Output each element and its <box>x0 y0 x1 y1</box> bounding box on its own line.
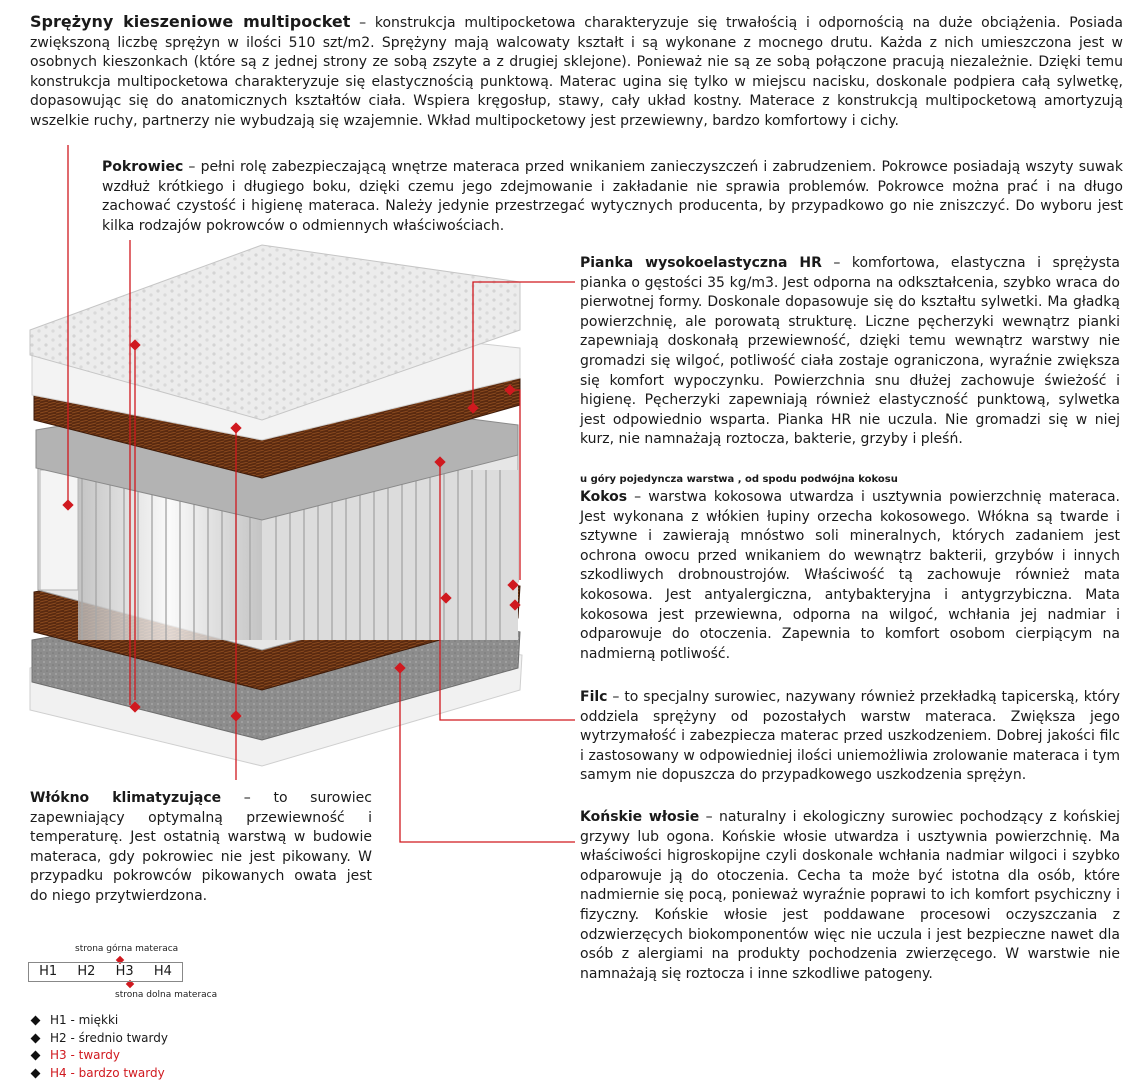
konskie-description: Końskie włosie – naturalny i ekologiczny surowiec pochodzący z końskiej grzywy lub ogona. Końskie włosie utwardza i usztywnia powierzchnię. Ma właściwości higroskopijne czyli doskonale wchłania nadmiar wilgoci i szybko odparowuje ją do otoczenia. Cecha ta może być istotna dla osób, które nadmiernie się pocą, ponieważ wyraźnie poprawi to ich komfort psychiczny i fizyczny. Końskie włosie jest poddawane procesowi oczyszczania z odzwierzęcych biokomponentów więc nie uczula i jest bezpieczne nawet dla osób z alergiami na produkty pochodzenia zwierzęcego. W warstwie nie namnażają się roztocza i inne szkodliwe patogeny. <box>580 808 1120 984</box>
scale-top-label: strona górna materaca <box>75 944 178 954</box>
legend-item-h4: H4 - bardzo twardy <box>30 1065 168 1082</box>
pianka-description: Pianka wysokoelastyczna HR – komfortowa, elastyczna i sprężysta pianka o gęstości 35 kg/m3. Jest odporna na odkształcenia, szybko wraca do pierwotnej formy. Doskonale dopasowuje się do kształtu sylwetki. Ma gładką powierzchnię, ale porowatą strukturę. Liczne pęcherzyki wewnątrz pianki zapewniają doskonałą przewiewność, dzięki temu wewnątrz warstwy nie gromadzi się wilgoć, potliwość ciała zostaje ograniczona, wyraźnie zwiększa się komfort wypoczynku. Powierzchnia snu dłużej zachowuje świeżość i higienę. Pęcherzyki zapewniają również elastyczność punktową, sylwetka jest odpowiednio wsparta. Pianka HR nie uczula. Nie gromadzi się w niej kurz, nie namnażają roztocza, bakterie, grzyby i pleśń. <box>580 254 1120 450</box>
scale-cell-h2: H2 <box>67 963 105 981</box>
legend-item-h2: H2 - średnio twardy <box>30 1030 168 1048</box>
scale-cell-h3: H3 <box>106 963 144 981</box>
kokos-description: Kokos – warstwa kokosowa utwardza i usztywnia powierzchnię materaca. Jest wykonana z włókien łupiny orzecha kokosowego. Włókna są twarde i sztywne i zawierają mnóstwo soli mineralnych, których zadaniem jest ochrona owocu przed wnikaniem do wewnątrz bakterii, grzybów i innych szkodliwych drobnoustrojów. Właściwość tą zachowuje również mata kokosowa. Jest antyalergiczna, antybakteryjna i antygrzybiczna. Mata kokosowa jest przewiewna, odporna na wilgoć, wchłania jej nadmiar i odparowuje do otoczenia. Zapewnia to komfort osobom cierpiącym na nadmierną potliwość. <box>580 488 1120 664</box>
hardness-legend <box>30 1012 168 1082</box>
multipocket-description: Sprężyny kieszeniowe multipocket – konstrukcja multipocketowa charakteryzuje się trwałością i odpornością na duże obciążenia. Posiada zwiększoną liczbę sprężyn w ilości 510 szt/m2. Sprężyny mają walcowaty kształt i są wykonane z mocnego drutu. Każda z nich umieszczona jest w osobnych kieszonkach (które są z jednej strony ze sobą zszyte a z drugiej sklejone). Ponieważ nie są ze sobą połączone pracują niezależnie. Dzięki temu konstrukcja multipocketowa charakteryzuje się elastycznością punktową. Materac ugina się tylko w miejscu nacisku, doskonale podpiera całą sylwetkę, dopasowując się do anatomicznych kształtów ciała. Wspiera kręgosłup, stawy, cały układ kostny. Materace z konstrukcją multipocketową amortyzują wszelkie ruchy, partnerzy nie wybudzają się wzajemnie. Wkład multipocketowy jest przewiewny, bardzo komfortowy i cichy. <box>30 12 1123 132</box>
scale-cell-h4: H4 <box>144 963 182 981</box>
multipocket-title: Sprężyny kieszeniowe multipocket <box>30 12 350 31</box>
scale-cell-h1: H1 <box>29 963 67 981</box>
pokrowiec-description: Pokrowiec – pełni rolę zabezpieczającą wnętrze materaca przed wnikaniem zanieczyszczeń i zabrudzeniem. Pokrowce posiadają wszyty suwak wzdłuż krótkiego i długiego boku, dzięki czemu jego zdejmowanie i zakładanie nie sprawia problemów. Pokrowce można prać i na długo zachować czystość i higienę materaca. Należy jedynie przestrzegać wytycznych producenta, by przypadkowo go nie zniszczyć. Do wyboru jest kilka rodzajów pokrowców o odmiennych właściwościach. <box>102 158 1123 236</box>
legend-item-h3: H3 - twardy <box>30 1047 168 1065</box>
filc-description: Filc – to specjalny surowiec, nazywany również przekładką tapicerską, który oddziela sprężyny od pozostałych warstw materaca. Zwiększa jego wytrzymałość i zabezpiecza materac przed uszkodzeniem. Dobrej jakości filc i zastosowany w odpowiedniej ilości uniemożliwia zrolowanie materaca i tym samym nie dopuszcza do przypadkowego uszkodzenia sprężyn. <box>580 688 1120 786</box>
hardness-scale <box>28 962 183 982</box>
legend-item-h1: H1 - miękki <box>30 1012 168 1030</box>
wlokno-description: Włókno klimatyzujące – to surowiec zapewniający optymalną przewiewność i temperaturę. Jest ostatnią warstwą w budowie materaca, gdy pokrowiec nie jest pikowany. W przypadku pokrowców pikowanych owata jest do niego przytwierdzona. <box>30 789 372 907</box>
scale-bottom-label: strona dolna materaca <box>115 990 217 1000</box>
kokos-note: u góry pojedyncza warstwa , od spodu podwójna kokosu <box>580 474 898 485</box>
